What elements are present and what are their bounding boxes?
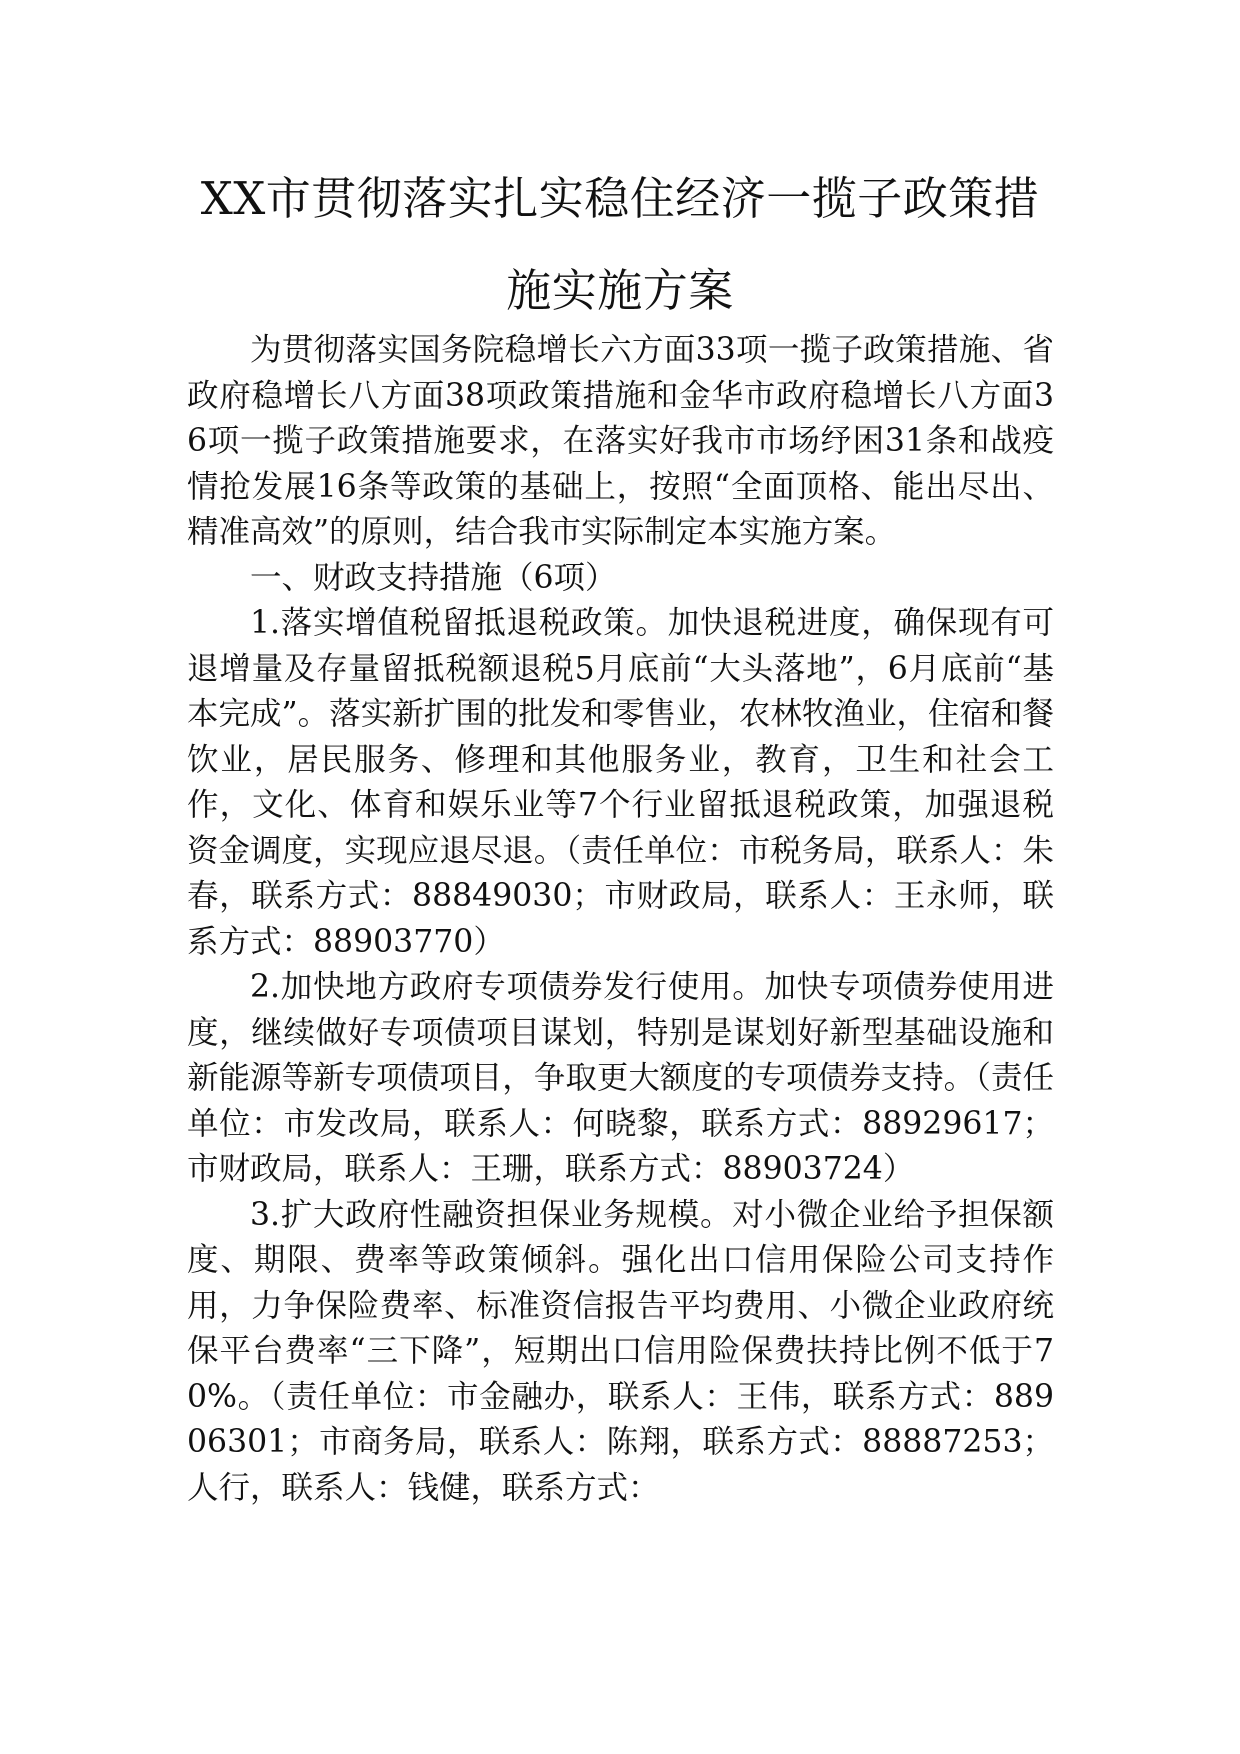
measure-item-1: 1.落实增值税留抵退税政策。加快退税进度，确保现有可退增量及存量留抵税额退税5月底前“大头落地”，6月底前“基本完成”。落实新扩围的批发和零售业，农林牧渔业，住宿和餐饮业，居民服务、修理和其他服务业，教育，卫生和社会工作，文化、体育和娱乐业等7个行业留抵退税政策，加强退税资金调度，实现应退尽退。（责任单位：市税务局，联系人：朱春，联系方式：88849030；市财政局，联系人：王永师，联系方式：88903770） (187, 605, 1054, 960)
document-title-line-2: 施实施方案 (506, 264, 734, 317)
section-heading: 一、财政支持措施（6项） (250, 559, 617, 596)
measure-item-3: 3.扩大政府性融资担保业务规模。对小微企业给予担保额度、期限、费率等政策倾斜。强化出口信用保险公司支持作用，力争保险费率、标准资信报告平均费用、小微企业政府统保平台费率“三下降”，短期出口信用险保费扶持比例不低于70%。（责任单位：市金融办，联系人：王伟，联系方式：88906301；市商务局，联系人：陈翔，联系方式：88887253；人行，联系人：钱健，联系方式： (187, 1196, 1054, 1506)
intro-paragraph: 为贯彻落实国务院稳增长六方面33项一揽子政策措施、省政府稳增长八方面38项政策措施和金华市政府稳增长八方面36项一揽子政策措施要求，在落实好我市市场纾困31条和战疫情抢发展16条等政策的基础上，按照“全面顶格、能出尽出、精准高效”的原则，结合我市实际制定本实施方案。 (187, 332, 1054, 550)
measure-item-2: 2.加快地方政府专项债券发行使用。加快专项债券使用进度，继续做好专项债项目谋划，特别是谋划好新型基础设施和新能源等新专项债项目，争取更大额度的专项债券支持。（责任单位：市发改局，联系人：何晓黎，联系方式：88929617；市财政局，联系人：王珊，联系方式：88903724） (187, 969, 1054, 1187)
document-body (187, 328, 1054, 1511)
document-title-line-1: XX市贯彻落实扎实稳住经济一揽子政策措 (200, 172, 1040, 225)
